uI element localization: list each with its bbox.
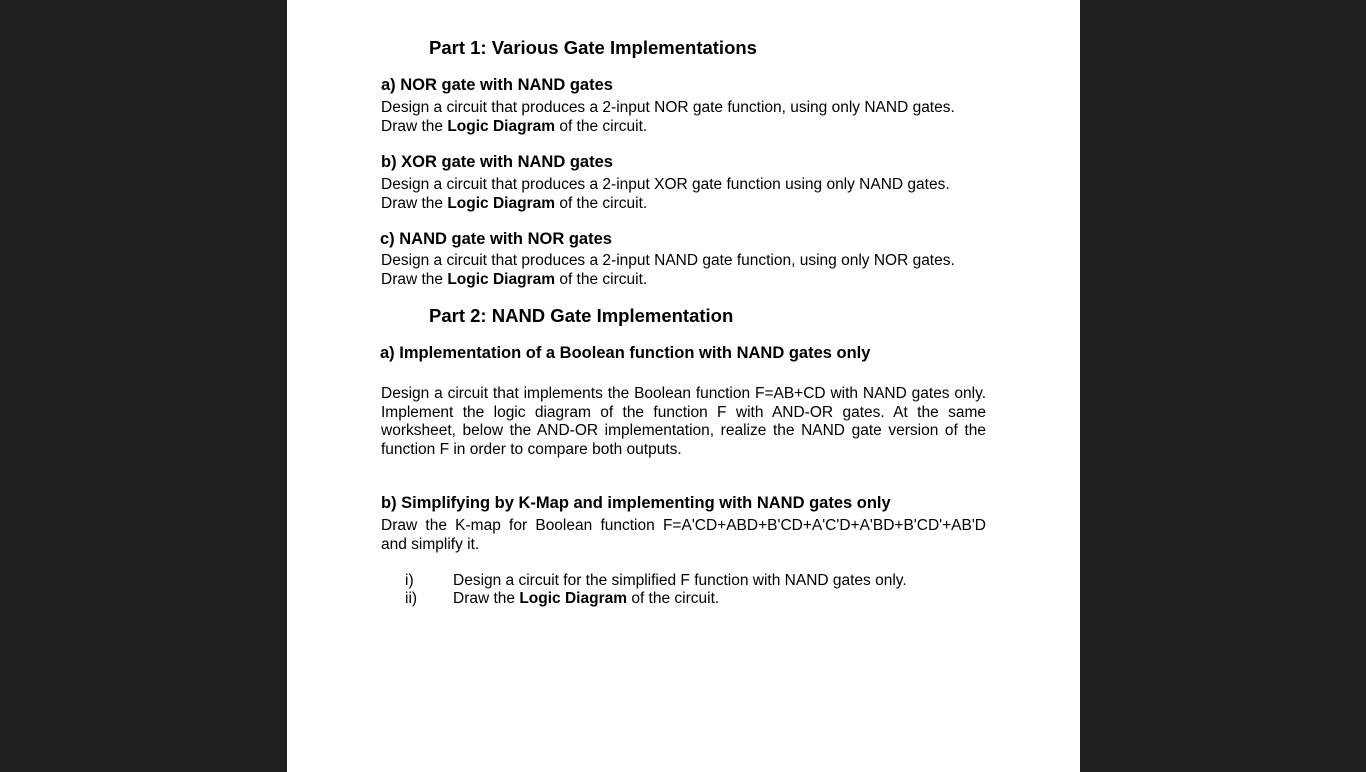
- part2-b-item-1: i) Design a circuit for the simplified F function with NAND gates only.: [405, 572, 907, 589]
- part1-a-text: Design a circuit that produces a 2-input NOR gate function, using only NAND gates.: [381, 99, 955, 116]
- part1-c-text: Design a circuit that produces a 2-input NAND gate function, using only NOR gates.: [381, 252, 955, 269]
- part1-b-text: Design a circuit that produces a 2-input XOR gate function using only NAND gates.: [381, 176, 950, 193]
- part1-b-body: [381, 176, 986, 213]
- document-page: [287, 0, 1080, 772]
- part2-b-text: Draw the K-map for Boolean function F=A'CD+ABD+B'CD+A'C'D+A'BD+B'CD'+AB'D and simplify it.: [381, 517, 986, 553]
- part2-b-item-2: ii) Draw the Logic Diagram of the circuit.: [405, 590, 720, 607]
- part1-a-body: [381, 99, 986, 136]
- part2-heading: Part 2: NAND Gate Implementation: [429, 305, 734, 326]
- part2-b-title: b) Simplifying by K-Map and implementing with NAND gates only: [381, 494, 891, 512]
- part1-a-title: a) NOR gate with NAND gates: [381, 76, 613, 94]
- part2-a-title: a) Implementation of a Boolean function with NAND gates only: [380, 344, 871, 362]
- part1-a-draw: Draw the Logic Diagram of the circuit.: [381, 117, 648, 135]
- part1-b-title: b) XOR gate with NAND gates: [381, 153, 613, 171]
- part1-c-body: [381, 252, 986, 289]
- part2-a-text: Design a circuit that implements the Boolean function F=AB+CD with NAND gates only. Implement the logic diagram of the function F with AND-OR gates. At the same worksheet, below the AND-OR implementation, realize the NAND gate version of the function F in order to compare both outputs.: [381, 385, 986, 458]
- part1-b-draw: Draw the Logic Diagram of the circuit.: [381, 194, 648, 212]
- part1-c-title: c) NAND gate with NOR gates: [380, 230, 612, 248]
- part1-heading: Part 1: Various Gate Implementations: [429, 37, 757, 58]
- part1-c-draw: Draw the Logic Diagram of the circuit.: [381, 270, 648, 288]
